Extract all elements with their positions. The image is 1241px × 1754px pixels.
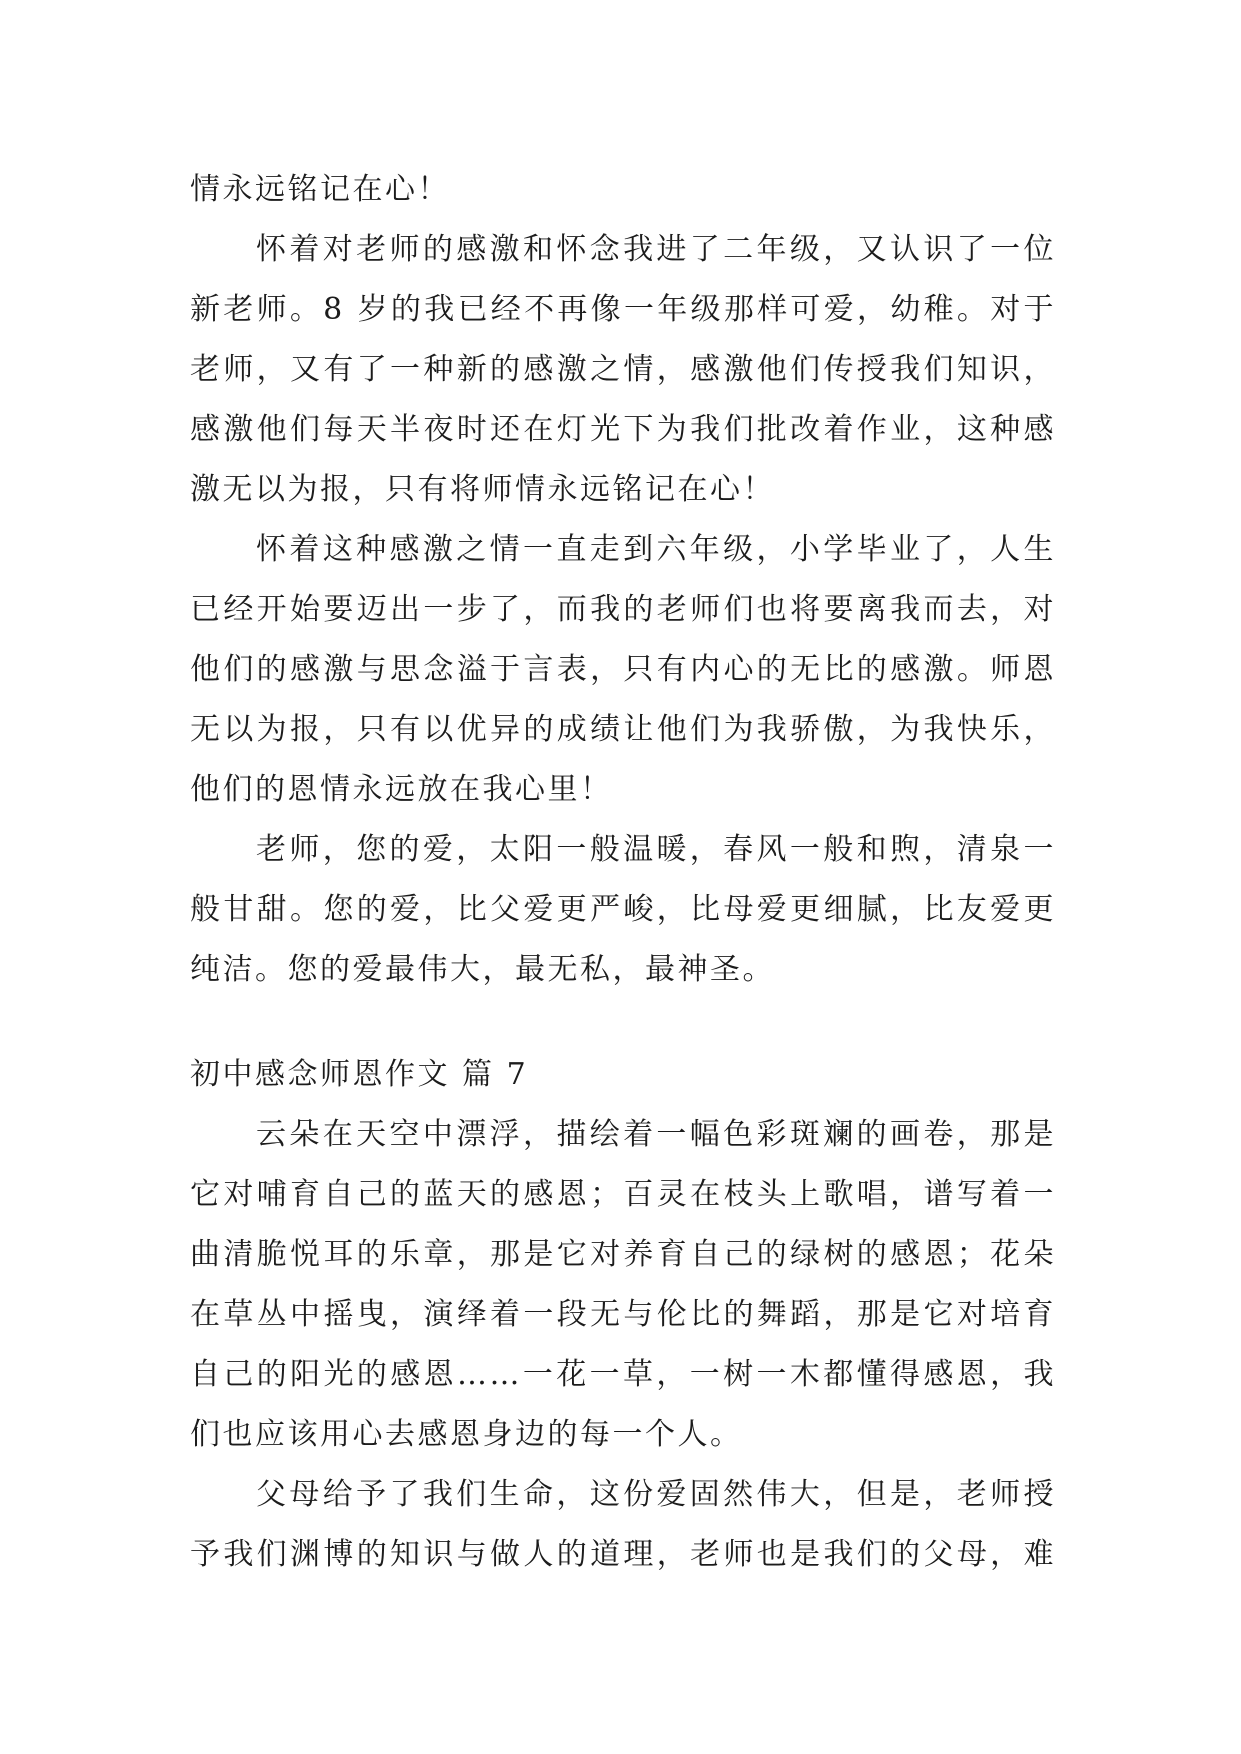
text-line: 自己的阳光的感恩……一花一草，一树一木都懂得感恩，我 [190,1357,1056,1392]
text-line: 们也应该用心去感恩身边的每一个人。 [190,1417,743,1452]
text-line: 感激他们每天半夜时还在灯光下为我们批改着作业，这种感 [190,412,1056,447]
paragraph [190,220,1056,520]
text-line: 予我们渊博的知识与做人的道理，老师也是我们的父母，难 [190,1537,1056,1572]
text-line: 般甘甜。您的爱，比父爱更严峻，比母爱更细腻，比友爱更 [190,892,1056,927]
text-line: 怀着这种感激之情一直走到六年级，小学毕业了，人生 [256,532,1056,567]
paragraph [190,520,1056,820]
text-line: 已经开始要迈出一步了，而我的老师们也将要离我而去，对 [190,592,1056,627]
text-line: 父母给予了我们生命，这份爱固然伟大，但是，老师授 [256,1477,1056,1512]
section-heading: 初中感念师恩作文 篇 7 [190,1057,529,1092]
text-line: 老师，又有了一种新的感激之情，感激他们传授我们知识， [190,352,1056,387]
paragraph [190,1105,1056,1465]
paragraph [190,820,1056,1000]
document-body [190,160,1056,1585]
text-line: 新老师。8 岁的我已经不再像一年级那样可爱，幼稚。对于 [190,292,1056,327]
text-line: 他们的恩情永远放在我心里！ [190,772,613,807]
text-line: 激无以为报，只有将师情永远铭记在心！ [190,472,775,507]
text-line: 他们的感激与思念溢于言表，只有内心的无比的感激。师恩 [190,652,1056,687]
text-line: 云朵在天空中漂浮，描绘着一幅色彩斑斓的画卷，那是 [256,1117,1056,1152]
text-line: 纯洁。您的爱最伟大，最无私，最神圣。 [190,952,775,987]
text-line: 情永远铭记在心！ [190,172,450,207]
text-line: 怀着对老师的感激和怀念我进了二年级，又认识了一位 [256,232,1056,267]
paragraph [190,1465,1056,1585]
text-line: 无以为报，只有以优异的成绩让他们为我骄傲，为我快乐， [190,712,1056,747]
paragraph [190,160,1056,220]
text-line: 在草丛中摇曳，演绎着一段无与伦比的舞蹈，那是它对培育 [190,1297,1056,1332]
text-line: 曲清脆悦耳的乐章，那是它对养育自己的绿树的感恩；花朵 [190,1237,1056,1272]
text-line: 它对哺育自己的蓝天的感恩；百灵在枝头上歌唱，谱写着一 [190,1177,1056,1212]
text-line: 老师，您的爱，太阳一般温暖，春风一般和煦，清泉一 [256,832,1056,867]
